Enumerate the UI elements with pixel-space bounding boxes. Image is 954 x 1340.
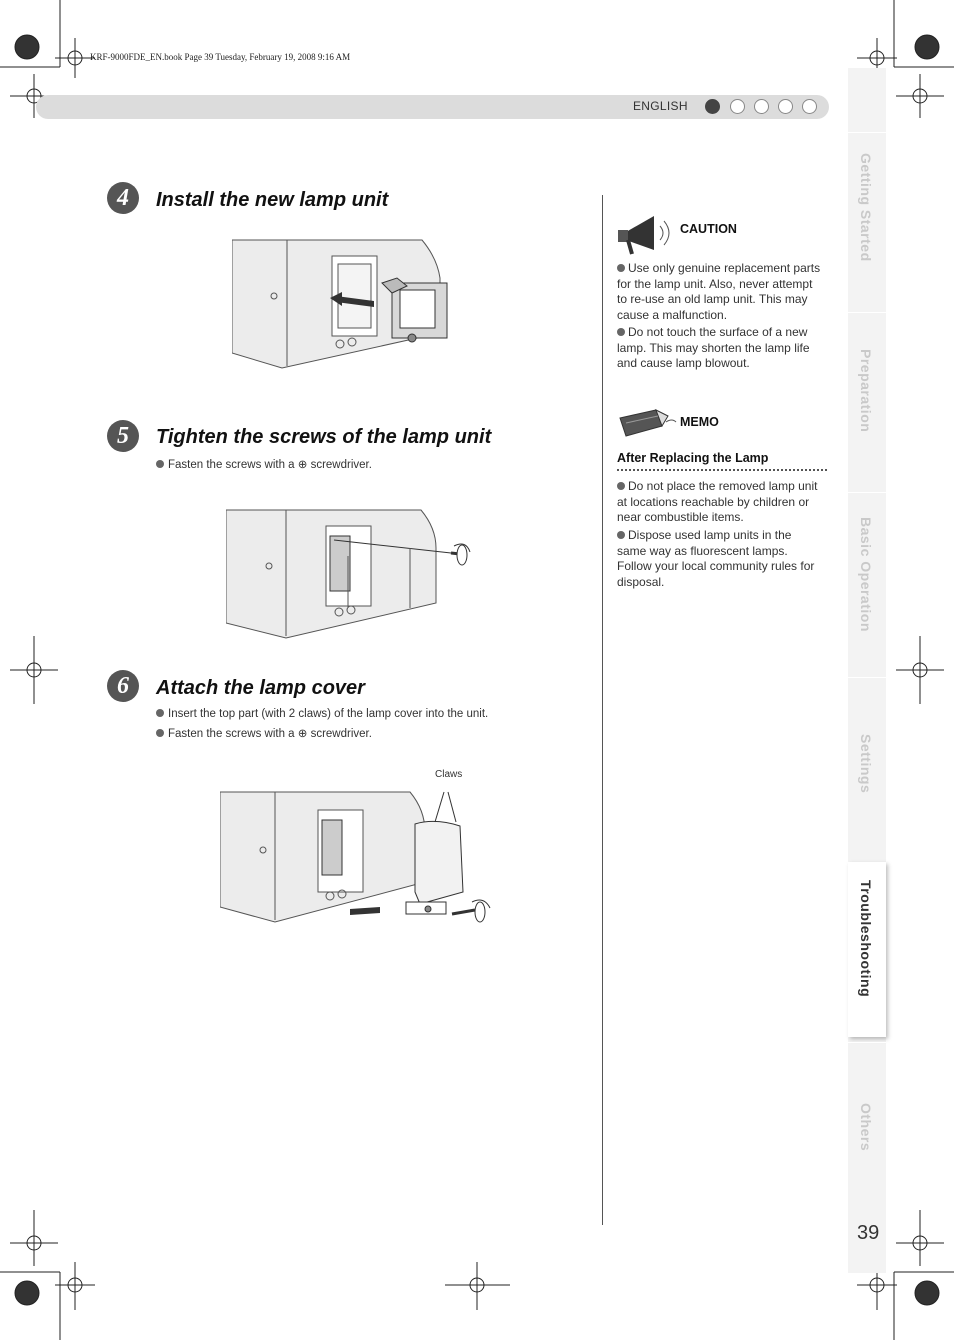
tab-basic-operation[interactable] — [848, 492, 886, 668]
memo-item-text: Do not place the removed lamp unit at locations reachable by children or near combustible items. — [617, 479, 818, 524]
step-title: Attach the lamp cover — [156, 677, 365, 699]
tab-label: Others — [858, 1103, 874, 1152]
section-dot — [802, 99, 817, 114]
memo-item — [617, 528, 822, 590]
claws-label: Claws — [435, 769, 463, 780]
language-label: ENGLISH — [633, 99, 688, 113]
page-number: 39 — [857, 1222, 880, 1244]
install-lamp-illustration — [232, 238, 462, 370]
caution-item-text: Use only genuine replacement parts for the lamp unit. Also, never attempt to re-use an old lamp unit. This may cause a malfunction. — [617, 261, 821, 322]
tab-troubleshooting[interactable] — [848, 862, 886, 1037]
print-header: KRF-9000FDE_EN.book Page 39 Tuesday, February 19, 2008 9:16 AM — [90, 52, 351, 62]
step-number: 6 — [107, 670, 139, 702]
tab-label: Settings — [858, 734, 874, 794]
section-dot-active — [705, 99, 720, 114]
bullet-dot — [617, 482, 625, 490]
caution-item — [617, 325, 822, 372]
tab-label: Getting Started — [858, 153, 874, 262]
memo-item-text: Dispose used lamp units in the same way as fluorescent lamps. Follow your local community rules for disposal. — [617, 528, 815, 589]
tab-label: Preparation — [858, 349, 874, 433]
pencil-icon — [618, 408, 678, 438]
section-dot — [778, 99, 793, 114]
bullet-dot — [617, 328, 625, 336]
tab-others[interactable] — [848, 1042, 886, 1218]
dotted-rule — [617, 469, 827, 471]
step-title: Tighten the screws of the lamp unit — [156, 426, 492, 448]
step-number: 4 — [107, 182, 139, 214]
step-bullet: Fasten the screws with a ⊕ screwdriver. — [156, 726, 372, 740]
caution-item — [617, 261, 822, 323]
tab-label-active: Troubleshooting — [858, 880, 874, 998]
tab-settings[interactable] — [848, 677, 886, 853]
tab-preparation[interactable] — [848, 312, 886, 488]
caution-item-text: Do not touch the surface of a new lamp. This may shorten the lamp life and cause lamp blowout. — [617, 325, 810, 370]
tighten-screws-illustration — [226, 508, 476, 640]
column-divider — [602, 195, 603, 1225]
bullet-dot — [617, 531, 625, 539]
step-bullet: Fasten the screws with a ⊕ screwdriver. — [156, 457, 372, 471]
tab-label: Basic Operation — [858, 517, 874, 632]
section-dot — [730, 99, 745, 114]
step-bullet: Insert the top part (with 2 claws) of the lamp cover into the unit. — [156, 708, 488, 720]
memo-subheading: After Replacing the Lamp — [617, 451, 769, 465]
attach-cover-illustration — [220, 782, 500, 932]
megaphone-icon — [614, 210, 674, 260]
memo-item — [617, 479, 822, 526]
bullet-dot — [617, 264, 625, 272]
memo-title: MEMO — [680, 415, 719, 429]
step-number: 5 — [107, 420, 139, 452]
section-dot — [754, 99, 769, 114]
step-title: Install the new lamp unit — [156, 189, 389, 211]
caution-title: CAUTION — [680, 222, 737, 236]
tab-getting-started[interactable] — [848, 132, 886, 308]
